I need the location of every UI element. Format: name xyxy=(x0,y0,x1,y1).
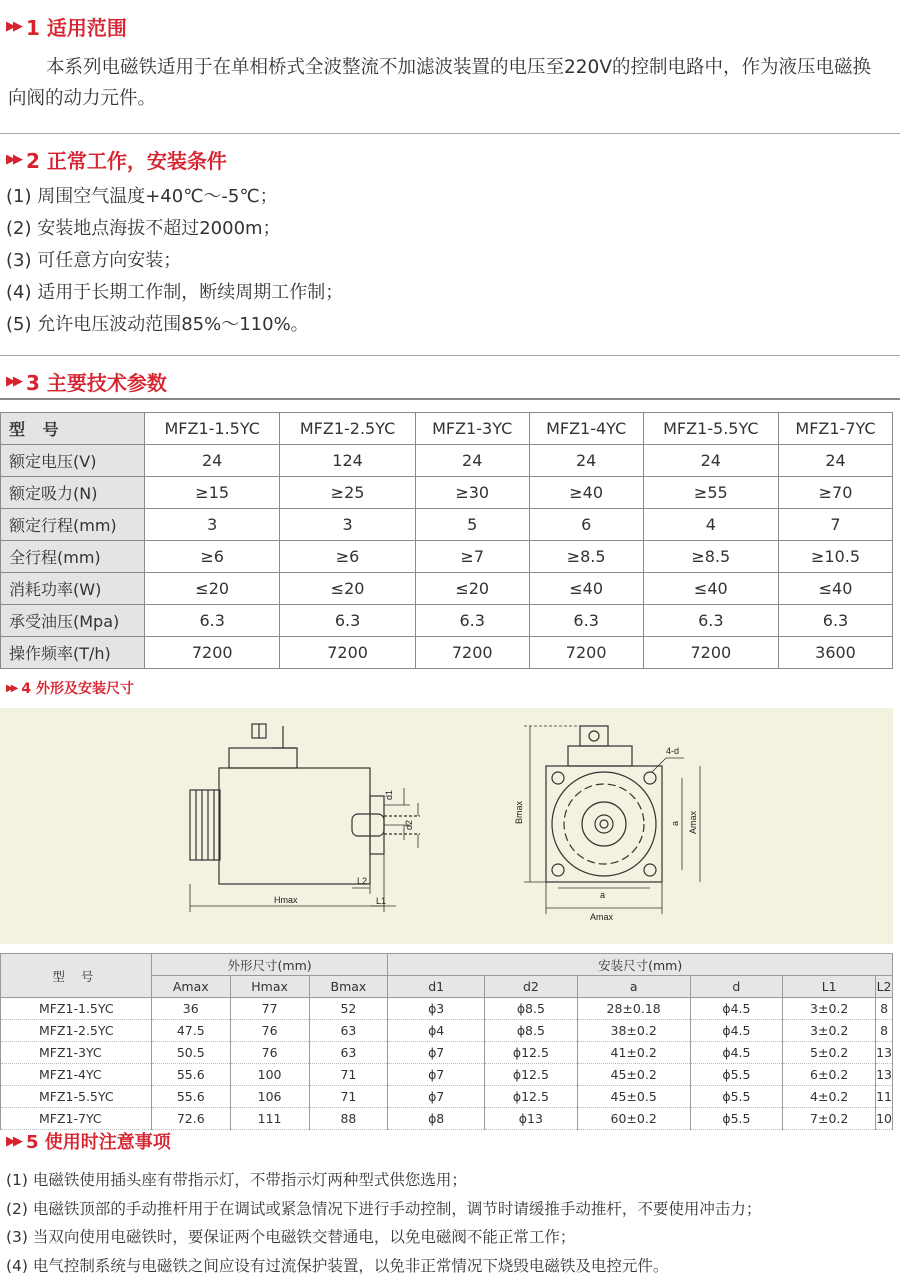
table-cell: ≥7 xyxy=(415,541,529,573)
table-cell: ϕ8.5 xyxy=(485,998,578,1020)
table-cell: ≥70 xyxy=(779,477,893,509)
table-cell: 24 xyxy=(145,445,280,477)
table-cell: 24 xyxy=(415,445,529,477)
table-header-cell: d2 xyxy=(485,976,578,998)
table-row xyxy=(1,1086,893,1108)
table-cell: ≥55 xyxy=(643,477,778,509)
table-cell: 3±0.2 xyxy=(783,1020,876,1042)
table-cell: 5 xyxy=(415,509,529,541)
dims-table xyxy=(0,953,893,1130)
table-cell: ϕ5.5 xyxy=(690,1064,783,1086)
table-header-cell: 型 号 xyxy=(1,413,145,445)
table-row xyxy=(1,1042,893,1064)
table-cell: ϕ7 xyxy=(388,1042,485,1064)
table-cell: ≤20 xyxy=(415,573,529,605)
table-cell: 额定吸力(N) xyxy=(1,477,145,509)
table-header-cell: MFZ1-7YC xyxy=(779,413,893,445)
table-cell: ≤40 xyxy=(779,573,893,605)
table-cell: ≤20 xyxy=(145,573,280,605)
table-cell: 45±0.2 xyxy=(577,1064,690,1086)
table-cell: 24 xyxy=(643,445,778,477)
connector-plug xyxy=(568,746,632,766)
core-hole xyxy=(595,815,613,833)
table-cell: ≥8.5 xyxy=(529,541,643,573)
notes-list xyxy=(6,1166,761,1280)
divider xyxy=(0,398,900,400)
coil-inner xyxy=(564,784,644,864)
label-4d: 4-d xyxy=(666,746,680,756)
table-cell: 额定行程(mm) xyxy=(1,509,145,541)
table-cell: ϕ4.5 xyxy=(690,1020,783,1042)
label-a-horizontal: a xyxy=(600,890,606,900)
table-cell: 操作频率(T/h) xyxy=(1,637,145,669)
table-cell: 3600 xyxy=(779,637,893,669)
table-cell: 7200 xyxy=(529,637,643,669)
section-1-body: 本系列电磁铁适用于在单相桥式全波整流不加滤波装置的电压至220V的控制电路中，作为液压电磁换向阀的动力元件。 xyxy=(8,57,871,109)
table-cell: 41±0.2 xyxy=(577,1042,690,1064)
table-row xyxy=(1,477,893,509)
table-cell: 3 xyxy=(280,509,415,541)
table-cell: 6.3 xyxy=(529,605,643,637)
table-cell: 7200 xyxy=(145,637,280,669)
table-cell: 7200 xyxy=(280,637,415,669)
table-cell: 72.6 xyxy=(151,1108,230,1130)
table-cell: 28±0.18 xyxy=(577,998,690,1020)
table-cell: 45±0.5 xyxy=(577,1086,690,1108)
table-cell: 7±0.2 xyxy=(783,1108,876,1130)
table-cell: ≥6 xyxy=(145,541,280,573)
table-header-row xyxy=(1,413,893,445)
table-cell: ϕ4.5 xyxy=(690,998,783,1020)
table-cell: 11 xyxy=(876,1086,893,1108)
table-row xyxy=(1,573,893,605)
table-cell: 6.3 xyxy=(779,605,893,637)
technical-drawing xyxy=(0,708,893,944)
table-cell: 50.5 xyxy=(151,1042,230,1064)
list-item: (1) 电磁铁使用插头座有带指示灯，不带指示灯两种型式供您选用； xyxy=(6,1171,467,1189)
table-cell: 承受油压(Mpa) xyxy=(1,605,145,637)
label-L1: L1 xyxy=(376,896,387,906)
table-cell: 55.6 xyxy=(151,1086,230,1108)
table-header-cell: 外形尺寸(mm) xyxy=(151,954,387,976)
table-cell: ϕ7 xyxy=(388,1086,485,1108)
table-cell: ≤40 xyxy=(529,573,643,605)
table-cell: 111 xyxy=(230,1108,309,1130)
list-item: (4) 电气控制系统与电磁铁之间应设有过流保护装置，以免非正常情况下烧毁电磁铁及电控元件。 xyxy=(6,1256,669,1275)
divider xyxy=(0,133,900,134)
coil-outer xyxy=(552,772,656,876)
table-cell: 13 xyxy=(876,1064,893,1086)
table-cell: 71 xyxy=(309,1086,388,1108)
table-cell: MFZ1-5.5YC xyxy=(1,1086,152,1108)
label-d2: d2 xyxy=(404,819,414,830)
table-cell: 3±0.2 xyxy=(783,998,876,1020)
table-cell: 24 xyxy=(529,445,643,477)
table-cell: MFZ1-4YC xyxy=(1,1064,152,1086)
divider xyxy=(0,355,900,356)
plunger xyxy=(352,814,384,836)
table-cell: 8 xyxy=(876,998,893,1020)
table-cell: 5±0.2 xyxy=(783,1042,876,1064)
table-cell: ≥8.5 xyxy=(643,541,778,573)
table-cell: 60±0.2 xyxy=(577,1108,690,1130)
table-row xyxy=(1,605,893,637)
conditions-list xyxy=(6,181,343,341)
section-3-title: ▶▶ 3 主要技术参数 xyxy=(6,371,167,395)
label-Amax-vertical: Amax xyxy=(688,810,698,834)
mount-hole-icon xyxy=(552,864,564,876)
table-cell: MFZ1-7YC xyxy=(1,1108,152,1130)
table-cell: 6.3 xyxy=(415,605,529,637)
table-cell: 100 xyxy=(230,1064,309,1086)
table-cell: 88 xyxy=(309,1108,388,1130)
coil-end-cap xyxy=(190,790,220,860)
table-header-cell: Amax xyxy=(151,976,230,998)
table-cell: 6.3 xyxy=(280,605,415,637)
table-row xyxy=(1,998,893,1020)
table-cell: 38±0.2 xyxy=(577,1020,690,1042)
table-row xyxy=(1,1108,893,1130)
chevron-icon: ▶▶ xyxy=(6,1133,20,1149)
table-cell: 消耗功率(W) xyxy=(1,573,145,605)
params-table xyxy=(0,412,893,669)
table-cell: ≥40 xyxy=(529,477,643,509)
table-header-cell: 安装尺寸(mm) xyxy=(388,954,893,976)
table-header-cell: L1 xyxy=(783,976,876,998)
list-item: (3) 当双向使用电磁铁时，要保证两个电磁铁交替通电，以免电磁阀不能正常工作； xyxy=(6,1228,576,1246)
chevron-icon: ▶▶ xyxy=(6,152,20,167)
table-cell: 63 xyxy=(309,1020,388,1042)
table-cell: 76 xyxy=(230,1020,309,1042)
table-cell: 7200 xyxy=(415,637,529,669)
table-header-cell: d xyxy=(690,976,783,998)
table-row xyxy=(1,541,893,573)
list-item: (4) 适用于长期工作制，断续周期工作制； xyxy=(6,282,344,303)
table-cell: 71 xyxy=(309,1064,388,1086)
table-cell: ϕ8.5 xyxy=(485,1020,578,1042)
table-header-cell: a xyxy=(577,976,690,998)
table-cell: 52 xyxy=(309,998,388,1020)
label-L2: L2 xyxy=(357,876,368,886)
table-cell: 76 xyxy=(230,1042,309,1064)
table-header-cell: 型 号 xyxy=(1,954,152,998)
table-cell: ϕ4 xyxy=(388,1020,485,1042)
table-cell: 8 xyxy=(876,1020,893,1042)
table-cell: ϕ7 xyxy=(388,1064,485,1086)
table-cell: 3 xyxy=(145,509,280,541)
list-item: (2) 电磁铁顶部的手动推杆用于在调试或紧急情况下进行手动控制，调节时请缓推手动推杆，不要使用冲击力； xyxy=(6,1199,762,1218)
table-cell: 6.3 xyxy=(643,605,778,637)
table-cell: MFZ1-1.5YC xyxy=(1,998,152,1020)
chevron-icon: ▶▶ xyxy=(6,682,16,694)
table-header-cell: MFZ1-1.5YC xyxy=(145,413,280,445)
table-cell: ϕ5.5 xyxy=(690,1086,783,1108)
table-cell: ≥10.5 xyxy=(779,541,893,573)
label-a-vertical: a xyxy=(670,820,680,826)
table-cell: 6±0.2 xyxy=(783,1064,876,1086)
core-ring xyxy=(582,802,626,846)
mount-hole-icon xyxy=(552,772,564,784)
table-cell: ≥15 xyxy=(145,477,280,509)
label-d1: d1 xyxy=(384,789,394,800)
coil-body xyxy=(219,768,370,884)
section-5-title: ▶▶ 5 使用时注意事项 xyxy=(6,1132,171,1153)
table-cell: 4±0.2 xyxy=(783,1086,876,1108)
table-row xyxy=(1,637,893,669)
table-cell: ϕ3 xyxy=(388,998,485,1020)
table-cell: ϕ12.5 xyxy=(485,1042,578,1064)
table-header-cell: d1 xyxy=(388,976,485,998)
mount-hole-icon xyxy=(644,864,656,876)
table-cell: 63 xyxy=(309,1042,388,1064)
table-cell: ≥30 xyxy=(415,477,529,509)
section-2-title: ▶▶ 2 正常工作，安装条件 xyxy=(6,149,227,173)
table-cell: 10 xyxy=(876,1108,893,1130)
table-cell: 6 xyxy=(529,509,643,541)
side-view xyxy=(190,724,420,912)
table-row xyxy=(1,445,893,477)
table-row xyxy=(1,1020,893,1042)
chevron-icon: ▶▶ xyxy=(6,374,20,389)
label-Hmax: Hmax xyxy=(274,895,298,905)
drawing-svg xyxy=(0,708,893,944)
list-item: (5) 允许电压波动范围85%～110%。 xyxy=(6,314,309,335)
table-cell: 全行程(mm) xyxy=(1,541,145,573)
section-1-title: ▶▶ 1 适用范围 xyxy=(6,16,127,40)
table-header-cell: MFZ1-4YC xyxy=(529,413,643,445)
table-cell: ϕ13 xyxy=(485,1108,578,1130)
table-cell: 36 xyxy=(151,998,230,1020)
table-header-cell: L2 xyxy=(876,976,893,998)
table-cell: 13 xyxy=(876,1042,893,1064)
list-item: (3) 可任意方向安装； xyxy=(6,250,182,271)
table-header-cell: MFZ1-2.5YC xyxy=(280,413,415,445)
mount-hole-icon xyxy=(644,772,656,784)
chevron-icon: ▶▶ xyxy=(6,19,20,34)
table-cell: ≤40 xyxy=(643,573,778,605)
connector-plug xyxy=(229,748,297,768)
table-cell: 55.6 xyxy=(151,1064,230,1086)
table-cell: 4 xyxy=(643,509,778,541)
section-4-title: ▶▶ 4 外形及安装尺寸 xyxy=(6,681,135,697)
table-cell: ϕ5.5 xyxy=(690,1108,783,1130)
table-header-cell: Hmax xyxy=(230,976,309,998)
table-cell: 77 xyxy=(230,998,309,1020)
connector-terminal xyxy=(580,726,608,746)
table-cell: ≥6 xyxy=(280,541,415,573)
table-header-cell: MFZ1-5.5YC xyxy=(643,413,778,445)
table-header-cell: MFZ1-3YC xyxy=(415,413,529,445)
table-cell: 7200 xyxy=(643,637,778,669)
table-cell: 6.3 xyxy=(145,605,280,637)
table-cell: ≤20 xyxy=(280,573,415,605)
table-header-row xyxy=(1,954,893,976)
mounting-flange xyxy=(370,796,384,854)
table-cell: 124 xyxy=(280,445,415,477)
table-cell: 7 xyxy=(779,509,893,541)
table-cell: MFZ1-3YC xyxy=(1,1042,152,1064)
table-cell: ϕ8 xyxy=(388,1108,485,1130)
table-cell: ϕ12.5 xyxy=(485,1086,578,1108)
label-Bmax: Bmax xyxy=(514,800,524,824)
list-item: (1) 周围空气温度+40℃～-5℃； xyxy=(6,186,278,207)
table-header-cell: Bmax xyxy=(309,976,388,998)
table-cell: MFZ1-2.5YC xyxy=(1,1020,152,1042)
table-cell: 24 xyxy=(779,445,893,477)
table-cell: 47.5 xyxy=(151,1020,230,1042)
table-row xyxy=(1,509,893,541)
table-cell: 额定电压(V) xyxy=(1,445,145,477)
table-cell: ϕ4.5 xyxy=(690,1042,783,1064)
table-cell: ϕ12.5 xyxy=(485,1064,578,1086)
label-Amax-horizontal: Amax xyxy=(590,912,614,922)
table-cell: 106 xyxy=(230,1086,309,1108)
table-row xyxy=(1,1064,893,1086)
list-item: (2) 安装地点海拔不超过2000m； xyxy=(6,218,281,239)
table-cell: ≥25 xyxy=(280,477,415,509)
